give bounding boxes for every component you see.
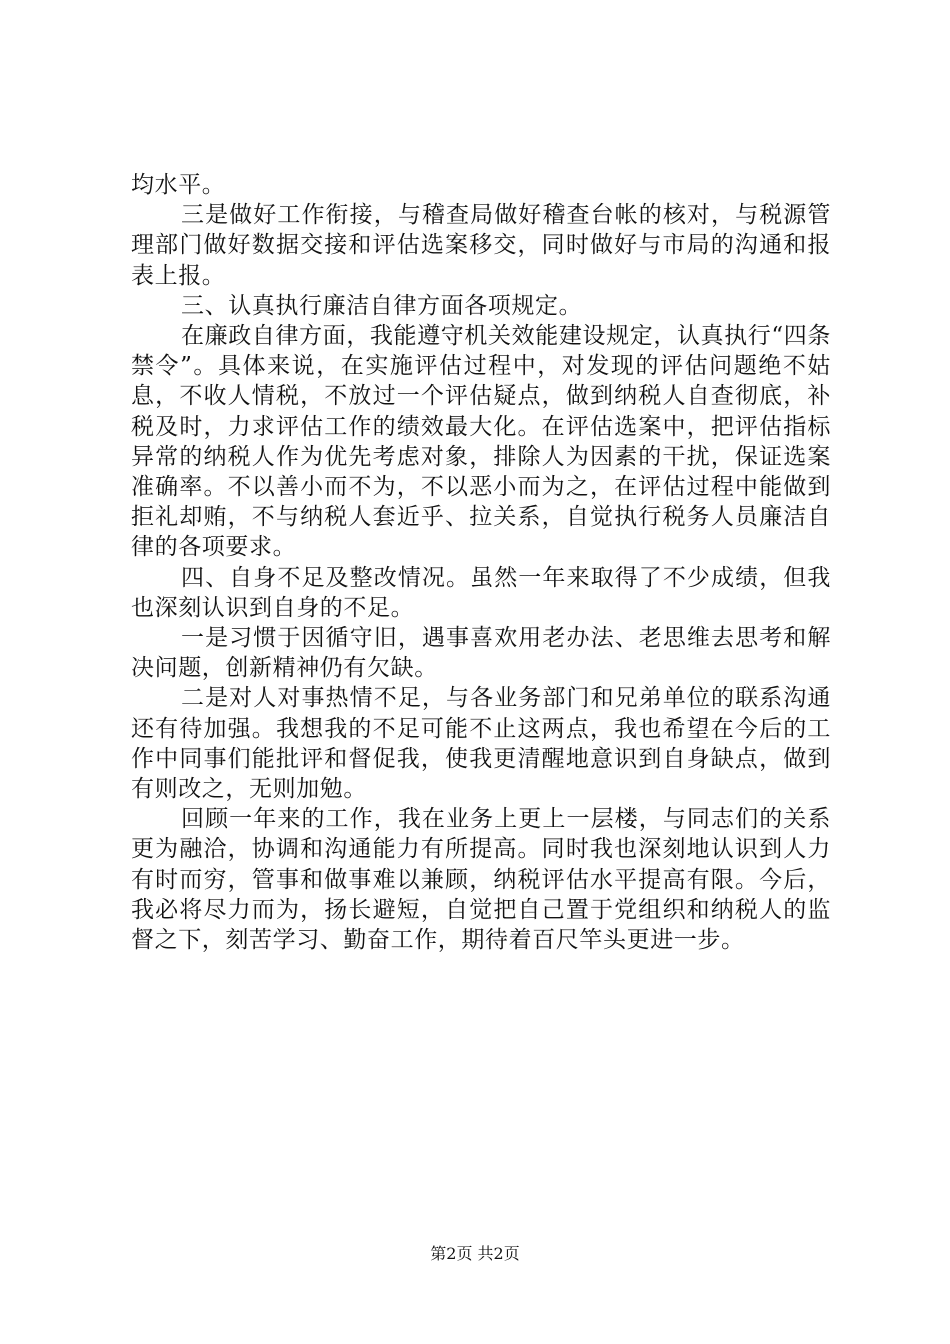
paragraph-continuation: 均水平。 [131,172,226,198]
paragraph-shortcoming-two: 二是对人对事热情不足，与各业务部门和兄弟单位的联系沟通还有待加强。我想我的不足可能不止这两点，我也希望在今后的工作中同事们能批评和督促我，使我更清醒地意识到自身缺点，做到有则改之，无则加勉。 [131,685,831,803]
section-heading-integrity: 三、认真执行廉洁自律方面各项规定。 [181,292,583,319]
paragraph-item-three: 三是做好工作衔接，与稽查局做好稽查台帐的核对，与税源管理部门做好数据交接和评估选案移交，同时做好与市局的沟通和报表上报。 [131,202,831,289]
paragraph-conclusion: 回顾一年来的工作，我在业务上更上一层楼，与同志们的关系更为融洽，协调和沟通能力有所提高。同时我也深刻地认识到人力有时而穷，管事和做事难以兼顾，纳税评估水平提高有限。今后，我必将尽力而为，扬长避短，自觉把自己置于党组织和纳税人的监督之下，刻苦学习、勤奋工作，期待着百尺竿头更进一步。 [131,806,831,954]
paragraph-integrity: 在廉政自律方面，我能遵守机关效能建设规定，认真执行“四条禁令”。具体来说，在实施评估过程中，对发现的评估问题绝不姑息，不收人情税，不放过一个评估疑点，做到纳税人自查彻底，补税及时，力求评估工作的绩效最大化。在评估选案中，把评估指标异常的纳税人作为优先考虑对象，排除人为因素的干扰，保证选案准确率。不以善小而不为，不以恶小而为之，在评估过程中能做到拒礼却贿，不与纳税人套近乎、拉关系，自觉执行税务人员廉洁自律的各项要求。 [131,323,831,561]
document-body [131,170,831,955]
section-heading-shortcomings: 四、自身不足及整改情况。虽然一年来取得了不少成绩，但我也深刻认识到自身的不足。 [131,564,831,621]
page-number-footer: 第2页 共2页 [430,1244,520,1263]
paragraph-shortcoming-one: 一是习惯于因循守旧，遇事喜欢用老办法、老思维去思考和解决问题，创新精神仍有欠缺。 [131,625,831,682]
